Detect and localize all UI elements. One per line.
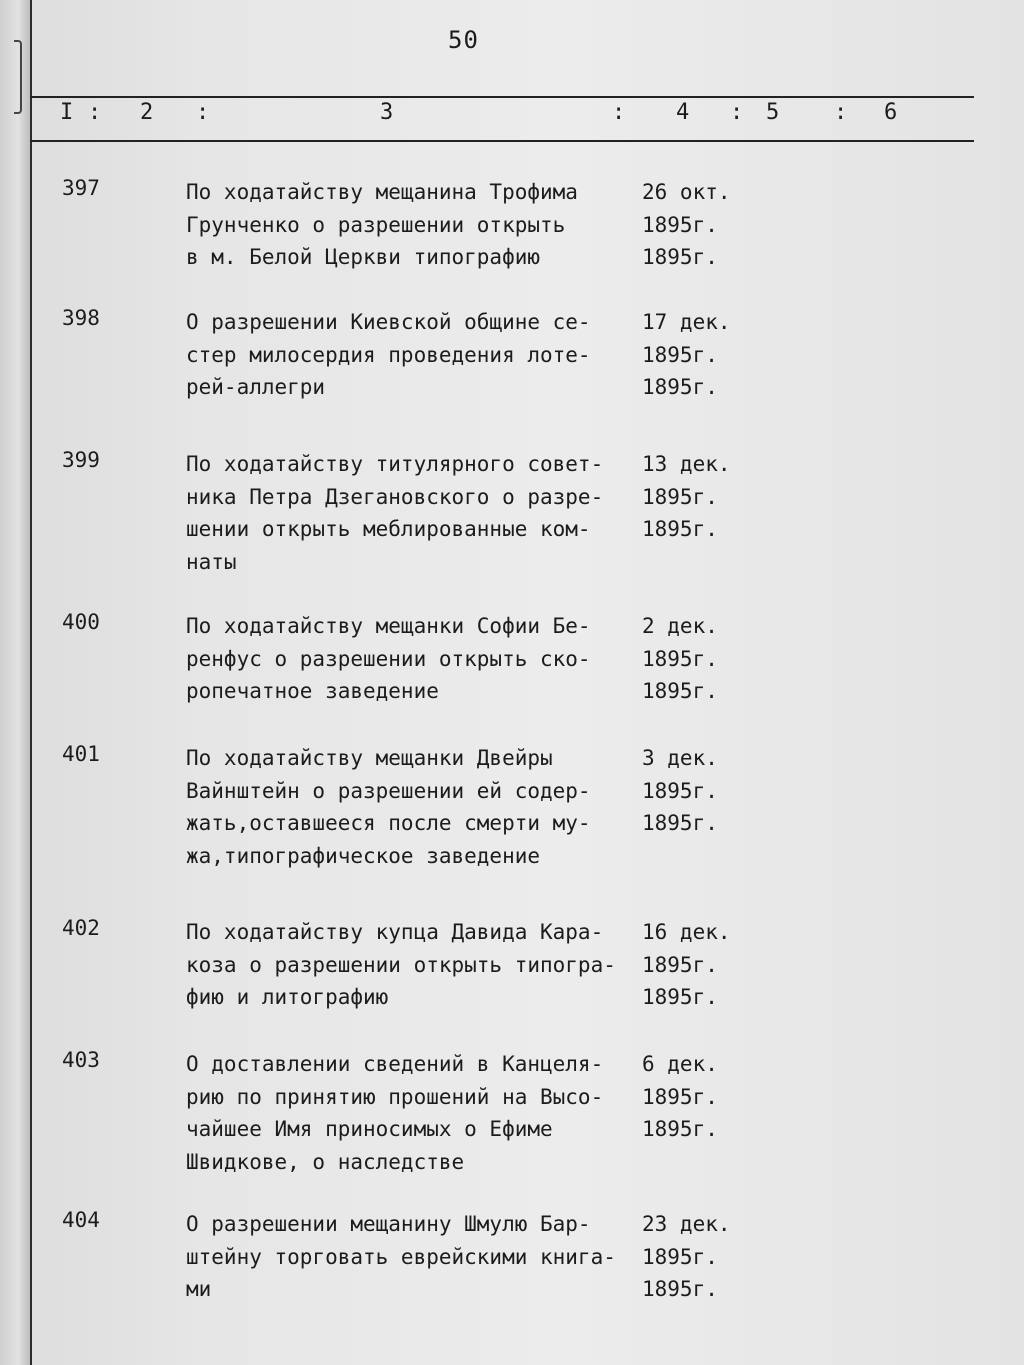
entry-number: 397	[62, 176, 100, 200]
entry-number: 400	[62, 610, 100, 634]
entry-year: 1895г.	[642, 342, 718, 367]
header-col-2: 2	[140, 100, 154, 125]
entry-description-line: По ходатайству мещанки Двейры	[186, 746, 553, 770]
entry-start-date: 6 дек.	[642, 1052, 718, 1076]
header-separator: :	[834, 100, 848, 125]
entry-description-line: О разрешении Киевской общине се-	[186, 310, 591, 334]
entry-start-date: 2 дек.	[642, 614, 718, 638]
entry-description-line: рию по принятию прошений на Высо-	[186, 1084, 604, 1109]
entry-number: 401	[62, 742, 100, 766]
header-col-6: 6	[884, 100, 898, 125]
header-col-4: 4	[676, 100, 690, 125]
entry-description-line: наты	[186, 549, 237, 574]
entry-start-date: 17 дек.	[642, 310, 731, 334]
binding-spine	[0, 0, 32, 1365]
entry-dates	[642, 1048, 762, 1146]
header-col-1: I	[60, 100, 74, 125]
entry-description-line: Вайнштейн о разрешении ей содер-	[186, 778, 591, 803]
header-separator: :	[88, 100, 102, 125]
header-separator: :	[730, 100, 744, 125]
entry-year: 1895г.	[642, 679, 718, 703]
entry-year: 1895г.	[642, 484, 718, 509]
entry-dates	[642, 610, 762, 708]
entry-description-line: коза о разрешении открыть типогра-	[186, 952, 616, 977]
entry-dates	[642, 916, 762, 1014]
entry-description	[186, 176, 636, 274]
entry-dates	[642, 306, 762, 404]
entry-description-line: штейну торговать еврейскими книга-	[186, 1244, 616, 1269]
entry-year: 1895г.	[642, 212, 718, 237]
header-col-5: 5	[766, 100, 780, 125]
entry-start-date: 16 дек.	[642, 920, 731, 944]
entry-number: 404	[62, 1208, 100, 1232]
header-separator: :	[196, 100, 210, 125]
header-top-rule	[30, 96, 974, 98]
entry-description-line: шении открыть меблированные ком-	[186, 517, 591, 541]
entry-dates	[642, 742, 762, 840]
entry-description	[186, 448, 636, 578]
entry-start-date: 3 дек.	[642, 746, 718, 770]
entry-description-line: в м. Белой Церкви типографию	[186, 245, 541, 269]
entry-number: 398	[62, 306, 100, 330]
entry-year: 1895г.	[642, 1117, 718, 1141]
entry-year: 1895г.	[642, 778, 718, 803]
entry-description	[186, 1208, 636, 1306]
entry-year: 1895г.	[642, 952, 718, 977]
entry-description-line: По ходатайству титулярного совет-	[186, 452, 604, 476]
entry-description-line: стер милосердия проведения лоте-	[186, 342, 591, 367]
entry-description	[186, 610, 636, 708]
entry-year: 1895г.	[642, 811, 718, 835]
entry-year: 1895г.	[642, 646, 718, 671]
entry-description	[186, 916, 636, 1014]
entry-description	[186, 742, 636, 872]
entry-start-date: 23 дек.	[642, 1212, 731, 1236]
entry-description-line: О доставлении сведений в Канцеля-	[186, 1052, 604, 1076]
entry-year: 1895г.	[642, 1084, 718, 1109]
entry-year: 1895г.	[642, 517, 718, 541]
entry-description-line: ренфус о разрешении открыть ско-	[186, 646, 591, 671]
entry-year: 1895г.	[642, 1277, 718, 1301]
header-col-3: 3	[380, 100, 394, 125]
entry-description-line: фию и литографию	[186, 985, 389, 1009]
entry-description-line: Грунченко о разрешении открыть	[186, 212, 566, 237]
entry-description-line: По ходатайству мещанки Софии Бе-	[186, 614, 591, 638]
entry-description-line: По ходатайству мещанина Трофима	[186, 180, 578, 204]
entry-description-line: По ходатайству купца Давида Кара-	[186, 920, 604, 944]
entry-description-line: чайшее Имя приносимых о Ефиме	[186, 1117, 553, 1141]
entry-number: 403	[62, 1048, 100, 1072]
entry-year: 1895г.	[642, 245, 718, 269]
entry-description-line: ропечатное заведение	[186, 679, 439, 703]
entry-year: 1895г.	[642, 375, 718, 399]
entry-number: 402	[62, 916, 100, 940]
entry-start-date: 13 дек.	[642, 452, 731, 476]
page-number: 50	[448, 26, 479, 54]
entry-description-line: рей-аллегри	[186, 375, 326, 399]
entry-number: 399	[62, 448, 100, 472]
entry-dates	[642, 1208, 762, 1306]
header-bottom-rule	[30, 140, 974, 142]
entry-dates	[642, 176, 762, 274]
entry-description	[186, 1048, 636, 1178]
binding-stitch	[14, 40, 22, 114]
entry-year: 1895г.	[642, 1244, 718, 1269]
entry-description-line: жать,оставшееся после смерти му-	[186, 811, 591, 835]
entry-year: 1895г.	[642, 985, 718, 1009]
entry-dates	[642, 448, 762, 546]
entry-description-line: жа,типографическое заведение	[186, 843, 541, 868]
entry-start-date: 26 окт.	[642, 180, 731, 204]
entry-description-line: ника Петра Дзегановского о разре-	[186, 484, 604, 509]
entry-description-line: О разрешении мещанину Шмулю Бар-	[186, 1212, 591, 1236]
entry-description-line: ми	[186, 1277, 212, 1301]
entry-description	[186, 306, 636, 404]
entry-description-line: Швидкове, о наследстве	[186, 1149, 465, 1174]
header-separator: :	[612, 100, 626, 125]
